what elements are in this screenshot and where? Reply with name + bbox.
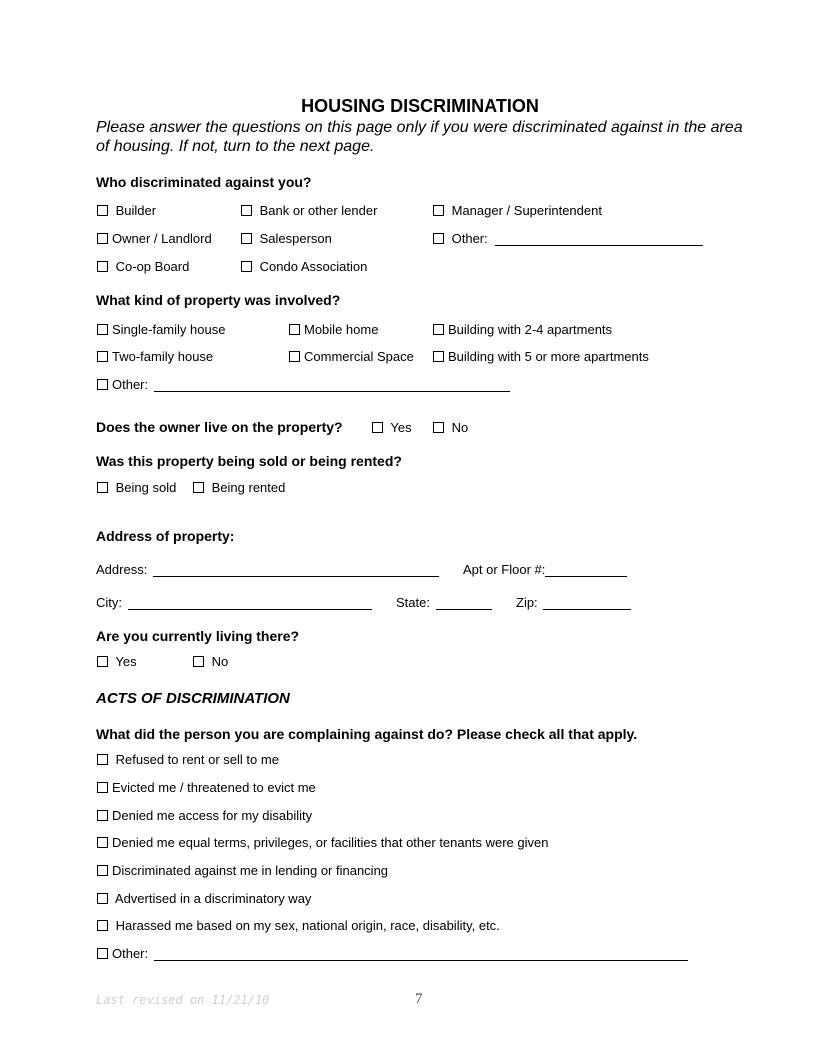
address-line[interactable] <box>153 564 439 577</box>
owner-lives-question: Does the owner live on the property? <box>96 419 343 435</box>
checkbox-owner-yes[interactable]: Yes <box>372 420 412 435</box>
revision-note: Last revised on 11/21/10 <box>96 993 270 1007</box>
page-number: 7 <box>415 991 423 1007</box>
checkbox-icon[interactable] <box>97 782 108 793</box>
checkbox-icon[interactable] <box>433 205 444 216</box>
checkbox-living-yes[interactable]: Yes <box>97 654 137 669</box>
checkbox-icon[interactable] <box>97 920 108 931</box>
state-line[interactable] <box>436 597 492 610</box>
property-other-line[interactable] <box>154 379 510 392</box>
checkbox-condo[interactable]: Condo Association <box>241 259 367 274</box>
checkbox-icon[interactable] <box>433 324 444 335</box>
checkbox-denied-terms[interactable]: Denied me equal terms, privileges, or facilities that other tenants were given <box>97 835 548 850</box>
state-field[interactable]: State: <box>396 595 492 610</box>
checkbox-icon[interactable] <box>433 351 444 362</box>
checkbox-icon[interactable] <box>241 205 252 216</box>
checkbox-icon[interactable] <box>97 324 108 335</box>
address-heading: Address of property: <box>96 528 235 544</box>
checkbox-owner-no[interactable]: No <box>433 420 468 435</box>
property-question: What kind of property was involved? <box>96 292 341 308</box>
city-field[interactable]: City: <box>96 595 372 610</box>
checkbox-icon[interactable] <box>433 233 444 244</box>
checkbox-lending[interactable]: Discriminated against me in lending or financing <box>97 863 388 878</box>
city-line[interactable] <box>128 597 372 610</box>
checkbox-icon[interactable] <box>97 837 108 848</box>
checkbox-icon[interactable] <box>193 656 204 667</box>
checkbox-icon[interactable] <box>97 261 108 272</box>
checkbox-icon[interactable] <box>97 865 108 876</box>
checkbox-who-other[interactable]: Other: <box>433 231 703 246</box>
checkbox-refused[interactable]: Refused to rent or sell to me <box>97 752 279 767</box>
checkbox-coop[interactable]: Co-op Board <box>97 259 189 274</box>
checkbox-property-other[interactable]: Other: <box>97 377 510 392</box>
acts-question: What did the person you are complaining against do? Please check all that apply. <box>96 726 638 742</box>
checkbox-icon[interactable] <box>372 422 383 433</box>
checkbox-icon[interactable] <box>97 948 108 959</box>
checkbox-commercial[interactable]: Commercial Space <box>289 349 414 364</box>
who-question: Who discriminated against you? <box>96 174 312 190</box>
checkbox-advertised[interactable]: Advertised in a discriminatory way <box>97 891 311 906</box>
checkbox-icon[interactable] <box>97 810 108 821</box>
address-field[interactable]: Address: <box>96 562 439 577</box>
checkbox-icon[interactable] <box>289 351 300 362</box>
checkbox-living-no[interactable]: No <box>193 654 228 669</box>
checkbox-icon[interactable] <box>97 656 108 667</box>
apt-line[interactable] <box>545 564 627 577</box>
living-there-question: Are you currently living there? <box>96 628 300 644</box>
checkbox-being-rented[interactable]: Being rented <box>193 480 285 495</box>
sold-rented-question: Was this property being sold or being rented? <box>96 453 402 469</box>
acts-heading: ACTS OF DISCRIMINATION <box>96 690 290 707</box>
checkbox-icon[interactable] <box>97 754 108 765</box>
checkbox-icon[interactable] <box>433 422 444 433</box>
checkbox-icon[interactable] <box>97 893 108 904</box>
apt-field[interactable]: Apt or Floor #: <box>463 562 627 577</box>
checkbox-icon[interactable] <box>97 482 108 493</box>
checkbox-harassed[interactable]: Harassed me based on my sex, national origin, race, disability, etc. <box>97 918 500 933</box>
checkbox-evicted[interactable]: Evicted me / threatened to evict me <box>97 780 316 795</box>
checkbox-owner[interactable]: Owner / Landlord <box>97 231 212 246</box>
checkbox-5-plus-apartments[interactable]: Building with 5 or more apartments <box>433 349 649 364</box>
zip-field[interactable]: Zip: <box>516 595 631 610</box>
checkbox-denied-access[interactable]: Denied me access for my disability <box>97 808 312 823</box>
checkbox-mobile-home[interactable]: Mobile home <box>289 322 378 337</box>
checkbox-icon[interactable] <box>241 261 252 272</box>
checkbox-bank[interactable]: Bank or other lender <box>241 203 377 218</box>
checkbox-being-sold[interactable]: Being sold <box>97 480 176 495</box>
checkbox-builder[interactable]: Builder <box>97 203 156 218</box>
checkbox-single-family[interactable]: Single-family house <box>97 322 225 337</box>
intro-text: Please answer the questions on this page only if you were discriminated against in the area of housing. If not, turn to the next page. <box>96 119 743 155</box>
checkbox-2-4-apartments[interactable]: Building with 2-4 apartments <box>433 322 612 337</box>
checkbox-acts-other[interactable]: Other: <box>97 946 688 961</box>
who-other-line[interactable] <box>495 233 703 246</box>
acts-other-line[interactable] <box>154 948 688 961</box>
checkbox-icon[interactable] <box>97 205 108 216</box>
checkbox-icon[interactable] <box>97 233 108 244</box>
page-title: HOUSING DISCRIMINATION <box>301 96 539 116</box>
checkbox-manager[interactable]: Manager / Superintendent <box>433 203 602 218</box>
checkbox-icon[interactable] <box>97 351 108 362</box>
checkbox-icon[interactable] <box>241 233 252 244</box>
zip-line[interactable] <box>543 597 631 610</box>
checkbox-two-family[interactable]: Two-family house <box>97 349 213 364</box>
checkbox-icon[interactable] <box>193 482 204 493</box>
checkbox-icon[interactable] <box>97 379 108 390</box>
checkbox-salesperson[interactable]: Salesperson <box>241 231 332 246</box>
checkbox-icon[interactable] <box>289 324 300 335</box>
